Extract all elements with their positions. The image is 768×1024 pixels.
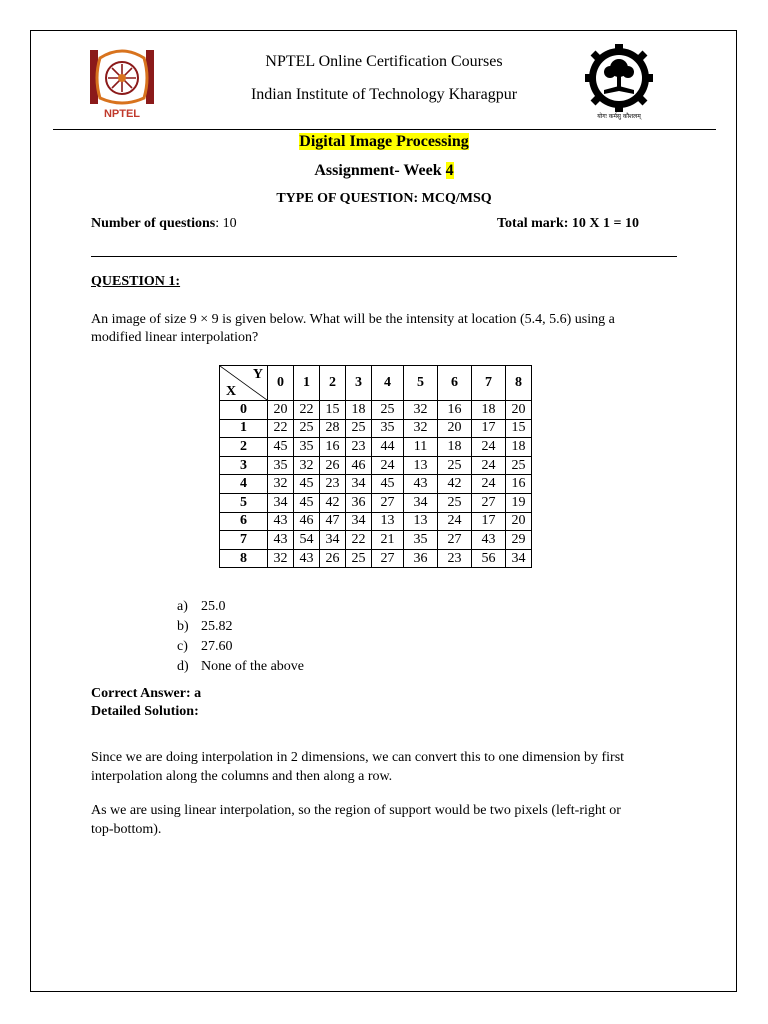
table-row xyxy=(220,512,532,531)
corner-y-label: Y xyxy=(252,367,263,382)
table-cell: 27 xyxy=(472,493,506,512)
table-cell: 28 xyxy=(320,419,346,438)
solution-heading: Detailed Solution: xyxy=(91,704,199,719)
table-cell: 45 xyxy=(372,475,404,494)
table-cell: 45 xyxy=(294,493,320,512)
solution-paragraph-2 xyxy=(91,801,691,839)
num-questions xyxy=(91,216,237,232)
table-cell: 42 xyxy=(320,493,346,512)
table-cell: 35 xyxy=(372,419,404,438)
table-cell: 23 xyxy=(320,475,346,494)
table-cell: 32 xyxy=(294,456,320,475)
table-cell: 45 xyxy=(268,438,294,457)
table-cell: 34 xyxy=(346,512,372,531)
option-d xyxy=(177,657,304,677)
option-text: 25.0 xyxy=(201,599,226,614)
table-cell: 46 xyxy=(346,456,372,475)
table-corner-cell xyxy=(220,366,268,401)
table-cell: 20 xyxy=(268,401,294,420)
table-cell: 15 xyxy=(320,401,346,420)
corner-x-label: X xyxy=(226,384,237,399)
table-cell: 44 xyxy=(372,438,404,457)
answer-block xyxy=(91,685,201,721)
table-cell: 15 xyxy=(506,419,532,438)
solution-p2-line1: As we are using linear interpolation, so the region of support would be two pixels (left-right or xyxy=(91,803,621,818)
solution-p1-line1: Since we are doing interpolation in 2 dimensions, we can convert this to one dimension by first xyxy=(91,750,625,765)
column-header: 0 xyxy=(268,366,294,401)
answer-options xyxy=(177,597,304,677)
row-header: 6 xyxy=(220,512,268,531)
table-cell: 35 xyxy=(268,456,294,475)
table-cell: 34 xyxy=(320,531,346,550)
table-cell: 43 xyxy=(472,531,506,550)
table-cell: 29 xyxy=(506,531,532,550)
table-cell: 34 xyxy=(404,493,438,512)
table-cell: 20 xyxy=(438,419,472,438)
table-cell: 18 xyxy=(346,401,372,420)
header-line1: NPTEL Online Certification Courses xyxy=(265,53,503,70)
table-cell: 24 xyxy=(472,475,506,494)
table-row xyxy=(220,438,532,457)
table-cell: 56 xyxy=(472,549,506,568)
table-cell: 16 xyxy=(438,401,472,420)
table-cell: 13 xyxy=(372,512,404,531)
table-row xyxy=(220,549,532,568)
column-header: 7 xyxy=(472,366,506,401)
table-cell: 43 xyxy=(268,531,294,550)
assignment-week: 4 xyxy=(445,162,454,179)
table-cell: 24 xyxy=(438,512,472,531)
question1-text xyxy=(91,311,691,347)
table-cell: 47 xyxy=(320,512,346,531)
correct-answer: Correct Answer: a xyxy=(91,686,202,701)
table-cell: 23 xyxy=(438,549,472,568)
course-title: Digital Image Processing xyxy=(299,133,469,150)
row-header: 3 xyxy=(220,456,268,475)
option-letter: b) xyxy=(177,619,189,634)
table-cell: 36 xyxy=(404,549,438,568)
nptel-logo-text: NPTEL xyxy=(103,108,141,120)
row-header: 5 xyxy=(220,493,268,512)
option-text: None of the above xyxy=(201,659,305,674)
table-cell: 24 xyxy=(472,456,506,475)
table-cell: 17 xyxy=(472,419,506,438)
option-b xyxy=(177,617,304,637)
table-cell: 34 xyxy=(268,493,294,512)
table-row xyxy=(220,531,532,550)
table-cell: 35 xyxy=(404,531,438,550)
option-a xyxy=(177,597,304,617)
table-cell: 11 xyxy=(404,438,438,457)
table-cell: 24 xyxy=(372,456,404,475)
table-cell: 22 xyxy=(346,531,372,550)
table-cell: 32 xyxy=(268,549,294,568)
table-cell: 25 xyxy=(438,493,472,512)
row-header: 0 xyxy=(220,401,268,420)
question1-text-line2: modified linear interpolation? xyxy=(91,330,259,345)
table-cell: 43 xyxy=(294,549,320,568)
num-questions-label: Number of questions xyxy=(91,216,216,231)
table-cell: 36 xyxy=(346,493,372,512)
iit-logo-motto: योगः कर्मसु कौशलम् xyxy=(597,113,641,120)
table-cell: 34 xyxy=(346,475,372,494)
table-cell: 19 xyxy=(506,493,532,512)
column-header: 8 xyxy=(506,366,532,401)
table-cell: 17 xyxy=(472,512,506,531)
table-row xyxy=(220,456,532,475)
table-cell: 46 xyxy=(294,512,320,531)
header-divider xyxy=(53,129,716,130)
column-header: 1 xyxy=(294,366,320,401)
table-cell: 16 xyxy=(506,475,532,494)
table-cell: 18 xyxy=(506,438,532,457)
option-text: 27.60 xyxy=(201,639,233,654)
table-cell: 25 xyxy=(438,456,472,475)
table-cell: 32 xyxy=(268,475,294,494)
row-header: 7 xyxy=(220,531,268,550)
solution-p1-line2: interpolation along the columns and then along a row. xyxy=(91,769,393,784)
table-cell: 26 xyxy=(320,549,346,568)
table-cell: 20 xyxy=(506,401,532,420)
table-cell: 25 xyxy=(294,419,320,438)
row-header: 8 xyxy=(220,549,268,568)
column-header: 5 xyxy=(404,366,438,401)
table-cell: 43 xyxy=(268,512,294,531)
table-cell: 27 xyxy=(372,549,404,568)
question1-text-line1: An image of size 9 × 9 is given below. What will be the intensity at location (5.4, 5.6) using a xyxy=(91,312,615,327)
table-row xyxy=(220,475,532,494)
table-cell: 26 xyxy=(320,456,346,475)
table-cell: 45 xyxy=(294,475,320,494)
table-row xyxy=(220,401,532,420)
table-cell: 22 xyxy=(294,401,320,420)
column-header: 6 xyxy=(438,366,472,401)
table-cell: 43 xyxy=(404,475,438,494)
table-cell: 32 xyxy=(404,419,438,438)
assignment-title xyxy=(0,162,768,180)
table-cell: 27 xyxy=(438,531,472,550)
option-letter: a) xyxy=(177,599,188,614)
table-cell: 13 xyxy=(404,512,438,531)
row-header: 2 xyxy=(220,438,268,457)
column-header: 4 xyxy=(372,366,404,401)
table-cell: 34 xyxy=(506,549,532,568)
course-title-wrap xyxy=(0,133,768,151)
table-cell: 25 xyxy=(506,456,532,475)
column-header: 2 xyxy=(320,366,346,401)
intensity-table xyxy=(219,365,532,568)
table-cell: 13 xyxy=(404,456,438,475)
question-type: TYPE OF QUESTION: MCQ/MSQ xyxy=(276,191,492,206)
table-cell: 18 xyxy=(438,438,472,457)
table-cell: 42 xyxy=(438,475,472,494)
section-divider xyxy=(91,256,677,257)
num-questions-value: : 10 xyxy=(215,216,237,231)
row-header: 1 xyxy=(220,419,268,438)
table-cell: 24 xyxy=(472,438,506,457)
table-cell: 27 xyxy=(372,493,404,512)
table-row xyxy=(220,419,532,438)
solution-paragraph-1 xyxy=(91,748,691,786)
row-header: 4 xyxy=(220,475,268,494)
option-c xyxy=(177,637,304,657)
table-cell: 35 xyxy=(294,438,320,457)
table-cell: 18 xyxy=(472,401,506,420)
question1-heading: QUESTION 1: xyxy=(91,274,181,289)
option-letter: c) xyxy=(177,639,188,654)
assignment-prefix: Assignment- Week xyxy=(314,162,446,179)
header-line2: Indian Institute of Technology Kharagpur xyxy=(250,86,518,103)
table-row xyxy=(220,493,532,512)
table-cell: 16 xyxy=(320,438,346,457)
table-cell: 32 xyxy=(404,401,438,420)
column-header: 3 xyxy=(346,366,372,401)
option-text: 25.82 xyxy=(201,619,233,634)
table-header-row xyxy=(220,366,532,401)
solution-p2-line2: top-bottom). xyxy=(91,822,162,837)
table-cell: 22 xyxy=(268,419,294,438)
table-cell: 25 xyxy=(346,419,372,438)
table-cell: 25 xyxy=(346,549,372,568)
option-letter: d) xyxy=(177,659,189,674)
table-cell: 25 xyxy=(372,401,404,420)
table-cell: 54 xyxy=(294,531,320,550)
table-cell: 23 xyxy=(346,438,372,457)
table-cell: 20 xyxy=(506,512,532,531)
total-mark: Total mark: 10 X 1 = 10 xyxy=(497,216,640,231)
table-cell: 21 xyxy=(372,531,404,550)
